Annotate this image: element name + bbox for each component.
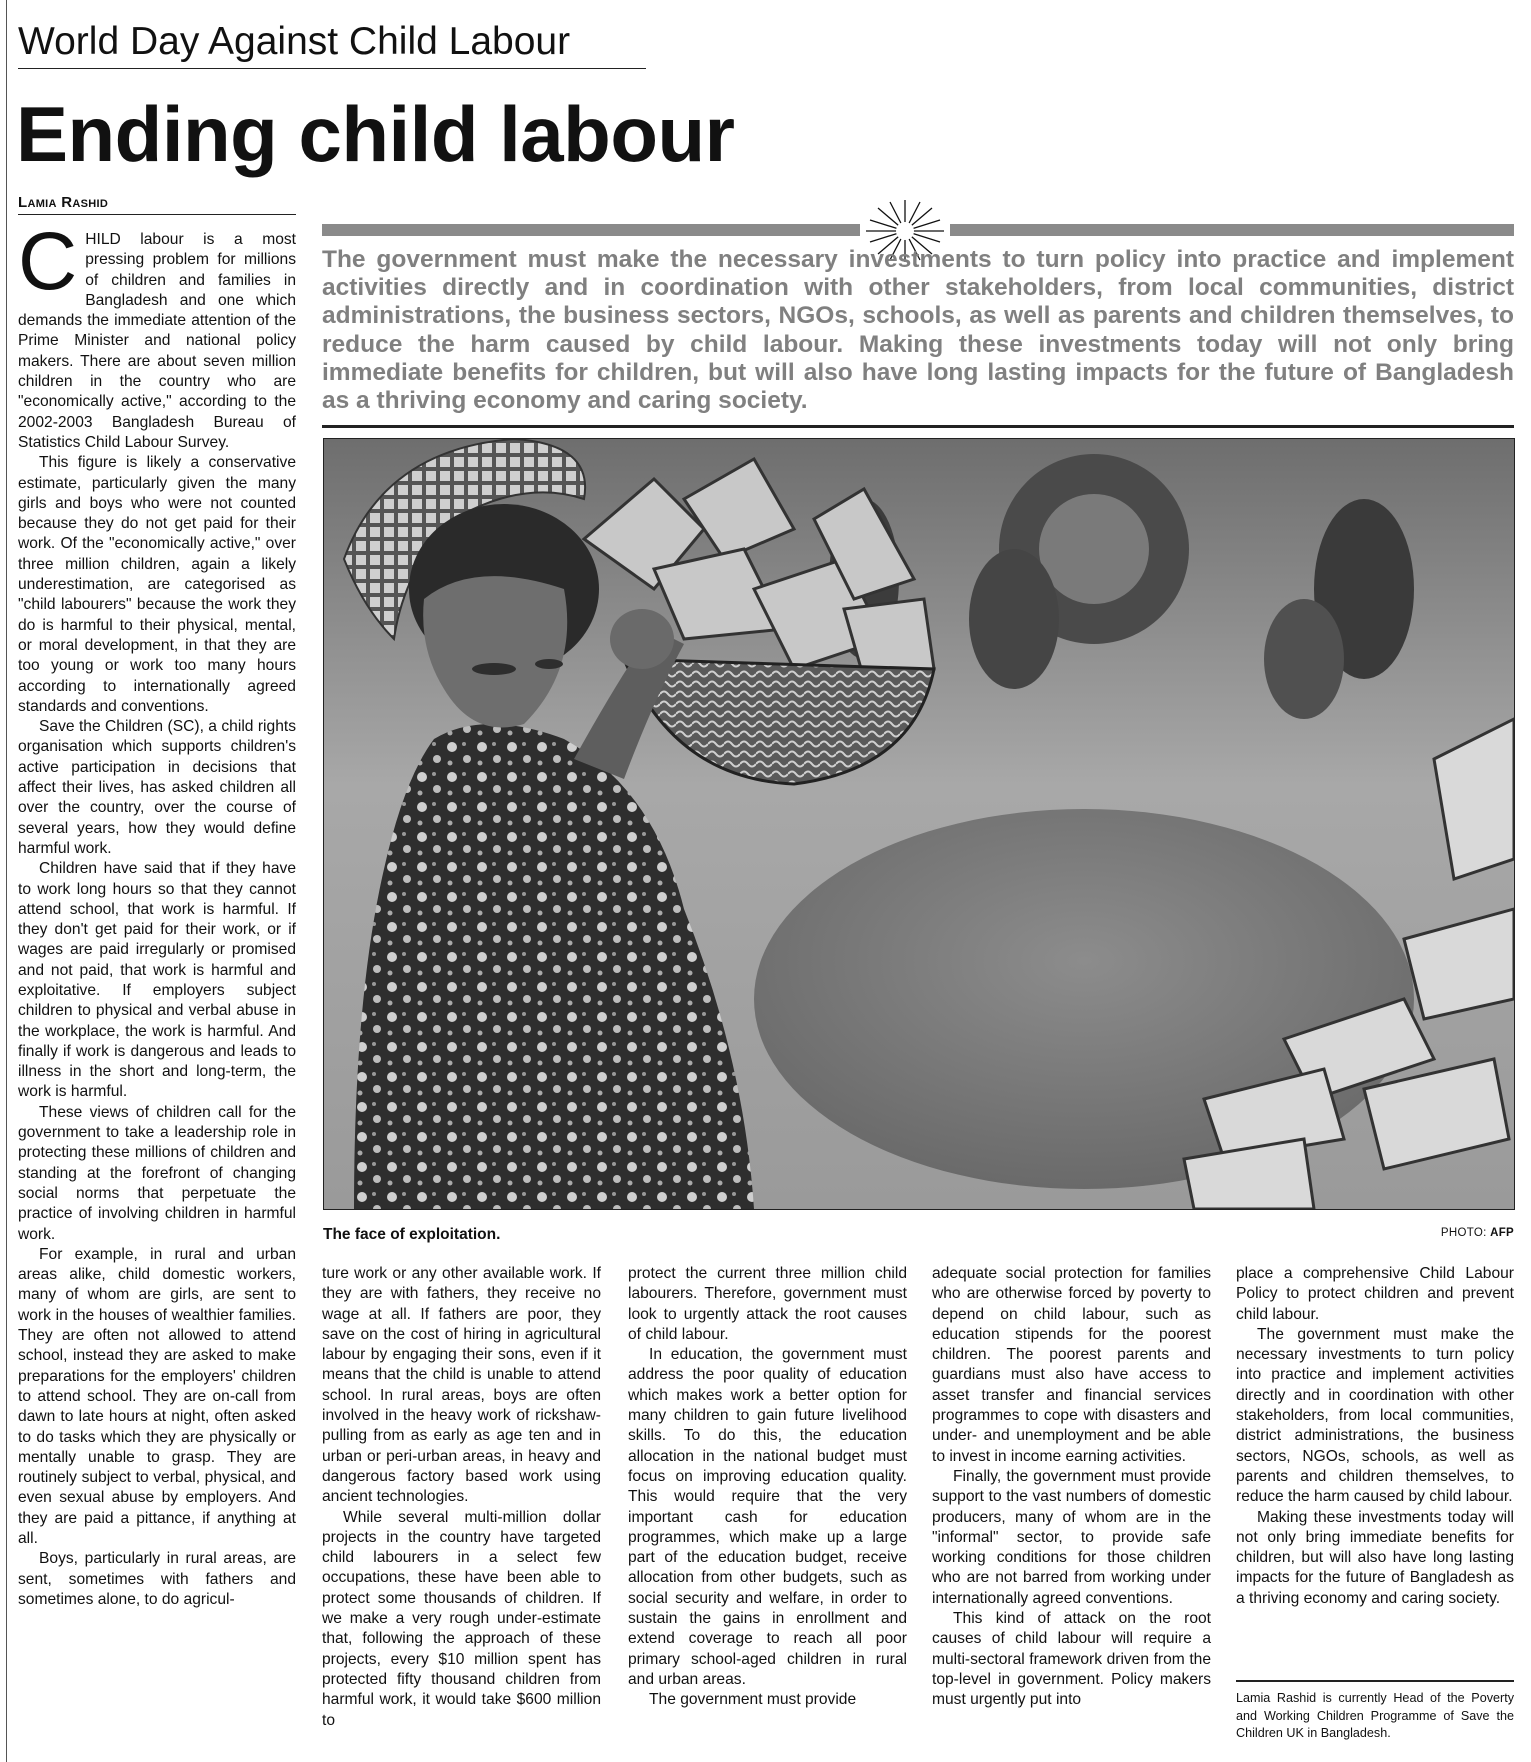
article-column-2 <box>322 1264 601 1731</box>
paragraph: This kind of attack on the root causes of child labour will require a multi-sectoral framework driven from the top-level in government. Policy makers must urgently put into <box>932 1610 1211 1709</box>
left-margin-rule <box>6 0 7 1762</box>
paragraph: protect the current three million child labourers. Therefore, government must look to urgently attack the root causes of child labour. <box>628 1265 907 1343</box>
article-column-5 <box>1236 1264 1514 1609</box>
paragraph: These views of children call for the government to take a leadership role in protecting these millions of children and standing at the forefront of changing social norms that perpetuate the practice of involving children in harmful work. <box>18 1103 296 1243</box>
photo-credit-label: PHOTO: <box>1440 1227 1487 1239</box>
byline: Lamia Rashid <box>18 194 296 215</box>
section-kicker: World Day Against Child Labour <box>18 18 646 69</box>
author-bio-rule <box>1236 1680 1514 1682</box>
drop-cap: C <box>18 216 78 307</box>
photo-girl-carrying-bricks <box>323 438 1515 1210</box>
paragraph: This figure is likely a conservative estimate, particularly given the many girls and boys who were not counted because they do not get paid for their work. Of the "economically active," over three million children, again a likely underestimation, are categorised as "child labourers" because the work they do is harmful to their physical, mental, or moral development, in that they are too young or work too many hours according to internationally agreed standards and conventions. <box>18 454 296 715</box>
paragraph: Boys, particularly in rural areas, are sent, sometimes with fathers and sometimes alone, to do agricul- <box>18 1550 296 1608</box>
paragraph: place a comprehensive Child Labour Policy to protect children and prevent child labour. <box>1236 1265 1514 1323</box>
photo-credit <box>1441 1227 1514 1239</box>
paragraph: Making these investments today will not only bring immediate benefits for children, but will also have long lasting impacts for the future of Bangladesh as a thriving economy and caring society. <box>1236 1508 1514 1607</box>
paragraph: While several multi-million dollar projects in the country have targeted child labourers in a select few occupations, these have been able to protect some thousands of children. If we make a very rough under-estimate that, following the approach of these projects, every $10 million spent has protected fifty thousand children from harmful work, it would take $600 million to <box>322 1508 601 1729</box>
paragraph: Save the Children (SC), a child rights organisation which supports children's active participation in decisions that affect their lives, has asked children all over the country, over the course of several years, how they would define harmful work. <box>18 718 296 857</box>
paragraph: ture work or any other available work. If they are with fathers, they receive no wage at all. If fathers are poor, they save on the cost of hiring in agricultural labour by engaging their sons, even if it means that the child is unable to attend school. In rural areas, boys are often involved in the heavy work of rickshaw-pulling from as early as age ten and in urban or peri-urban areas, in heavy and dangerous factory based work using ancient technologies. <box>322 1265 601 1506</box>
paragraph: For example, in rural and urban areas alike, child domestic workers, many of whom are girls, are sent to work in the houses of wealthier families. They are often not allowed to attend school, instead they are asked to make preparations for the employers' children to attend school. They are on-call from dawn to late hours at night, often asked to do tasks which they are physically or mentally unable to grasp. They are routinely subject to verbal, physical, and even sexual abuse by employers. And they are paid a pittance, if anything at all. <box>18 1245 296 1547</box>
pull-quote-rule <box>322 425 1514 428</box>
paragraph: Finally, the government must provide support to the vast numbers of domestic producers, many of whom are in the "informal" sector, to provide safe working conditions for those children who are not barred from working under internationally agreed conventions. <box>932 1467 1211 1607</box>
paragraph: The government must make the necessary investments to turn policy into practice and implement activities directly and in coordination with other stakeholders, from local communities, district administrations, the business sectors, NGOs, schools, as well as parents and children themselves, to reduce the harm caused by child labour. <box>1236 1325 1514 1506</box>
article-column-1 <box>18 216 296 1610</box>
headline: Ending child labour <box>16 90 735 178</box>
paragraph: The government must provide <box>649 1691 857 1709</box>
paragraph: In education, the government must address the poor quality of education which makes work a better option for many children to gain future livelihood skills. To do this, the education allocation in the national budget must focus on improving education quality. This would require that the very important cash for education programmes, which make up a large part of the education budget, receive allocation from other budgets, such as social security and welfare, in order to sustain the gains in enrollment and extend coverage to reach all poor primary school-aged children in rural and urban areas. <box>628 1346 907 1688</box>
paragraph-text: HILD labour is a most pressing problem for millions of children and families in Bangladesh and one which demands the immediate attention of the Prime Minister and national policy makers. There are about seven million children in the country who are "economically active," according to the 2002-2003 Bangladesh Bureau of Statistics Child Labour Survey. <box>18 231 296 451</box>
paragraph: Children have said that if they have to work long hours so that they cannot attend school, that work is harmful. If they don't get paid for their work, or if wages are paid irregularly or promised and not paid, that work is harmful and exploitative. If employers subject children to physical and verbal abuse in the workplace, the work is harmful. And finally if work is dangerous and leads to illness in the short and long-term, the work is harmful. <box>18 860 296 1101</box>
paragraph <box>18 216 296 453</box>
article-column-4 <box>932 1264 1211 1711</box>
pull-quote: The government must make the necessary investments to turn policy into practice and implement activities directly and in coordination with other stakeholders, from local communities, district administrations, the business sectors, NGOs, schools, as well as parents and children themselves, to reduce the harm caused by child labour. Making these investments today will not only bring immediate benefits for children, but will also have long lasting impacts for the future of Bangladesh as a thriving economy and caring society. <box>322 246 1514 415</box>
photo-credit-source: AFP <box>1490 1227 1514 1239</box>
paragraph: adequate social protection for families who are otherwise forced by poverty to depend on child labour, such as education stipends for the poorest children. The poorest parents and guardians must also have access to asset transfer and financial services programmes to cope with disasters and under- and unemployment and be able to invest in income earning activities. <box>932 1265 1211 1465</box>
author-bio: Lamia Rashid is currently Head of the Poverty and Working Children Programme of Save the Children UK in Bangladesh. <box>1236 1691 1514 1740</box>
photo-caption: The face of exploitation. <box>323 1226 501 1243</box>
photo-illustration <box>324 439 1514 1209</box>
article-column-3 <box>628 1264 907 1711</box>
